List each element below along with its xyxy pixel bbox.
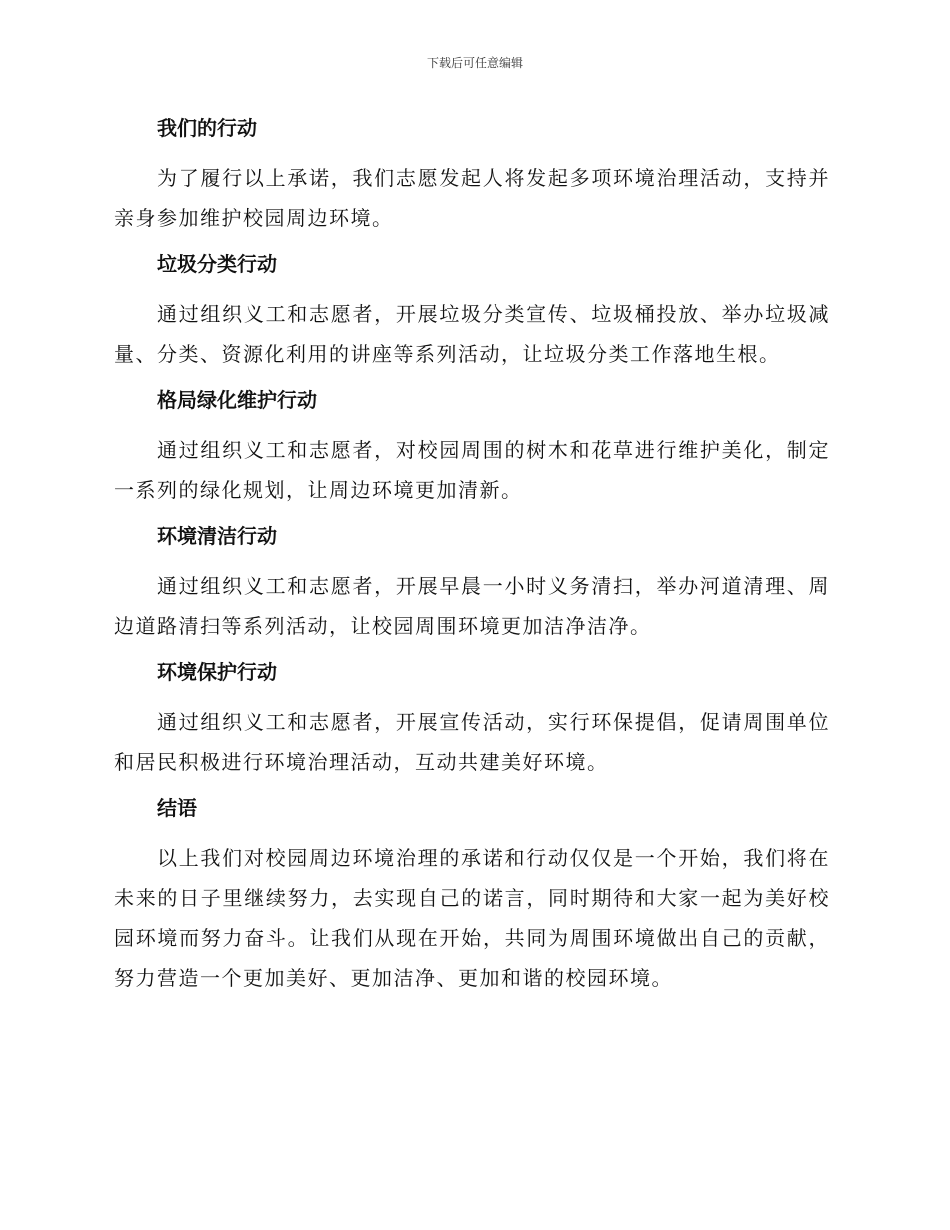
header-note: 下载后可任意编辑 bbox=[426, 56, 523, 70]
section-heading-waste-sorting: 垃圾分类行动 bbox=[157, 252, 277, 276]
section-paragraph-protection: 通过组织义工和志愿者，开展宣传活动，实行环保提倡，促请周围单位和居民积极进行环境治理活动，互动共建美好环境。 bbox=[114, 710, 830, 774]
section-paragraph-cleaning: 通过组织义工和志愿者，开展早晨一小时义务清扫，举办河道清理、周边道路清扫等系列活动，让校园周围环境更加洁净洁净。 bbox=[114, 574, 830, 638]
section-heading-our-actions: 我们的行动 bbox=[157, 116, 257, 140]
section-heading-conclusion: 结语 bbox=[157, 796, 197, 820]
section-paragraph-conclusion: 以上我们对校园周边环境治理的承诺和行动仅仅是一个开始，我们将在未来的日子里继续努力，去实现自己的诺言，同时期待和大家一起为美好校园环境而努力奋斗。让我们从现在开始，共同为周围环境做出自己的贡献，努力营造一个更加美好、更加洁净、更加和谐的校园环境。 bbox=[114, 846, 830, 990]
section-paragraph-our-actions: 为了履行以上承诺，我们志愿发起人将发起多项环境治理活动，支持并亲身参加维护校园周边环境。 bbox=[114, 166, 830, 230]
section-paragraph-greening: 通过组织义工和志愿者，对校园周围的树木和花草进行维护美化，制定一系列的绿化规划，让周边环境更加清新。 bbox=[114, 438, 830, 502]
document-body bbox=[114, 110, 830, 998]
section-heading-cleaning: 环境清洁行动 bbox=[157, 524, 277, 548]
section-heading-greening: 格局绿化维护行动 bbox=[157, 388, 317, 412]
section-heading-protection: 环境保护行动 bbox=[157, 660, 277, 684]
section-paragraph-waste-sorting: 通过组织义工和志愿者，开展垃圾分类宣传、垃圾桶投放、举办垃圾减量、分类、资源化利用的讲座等系列活动，让垃圾分类工作落地生根。 bbox=[114, 302, 830, 366]
